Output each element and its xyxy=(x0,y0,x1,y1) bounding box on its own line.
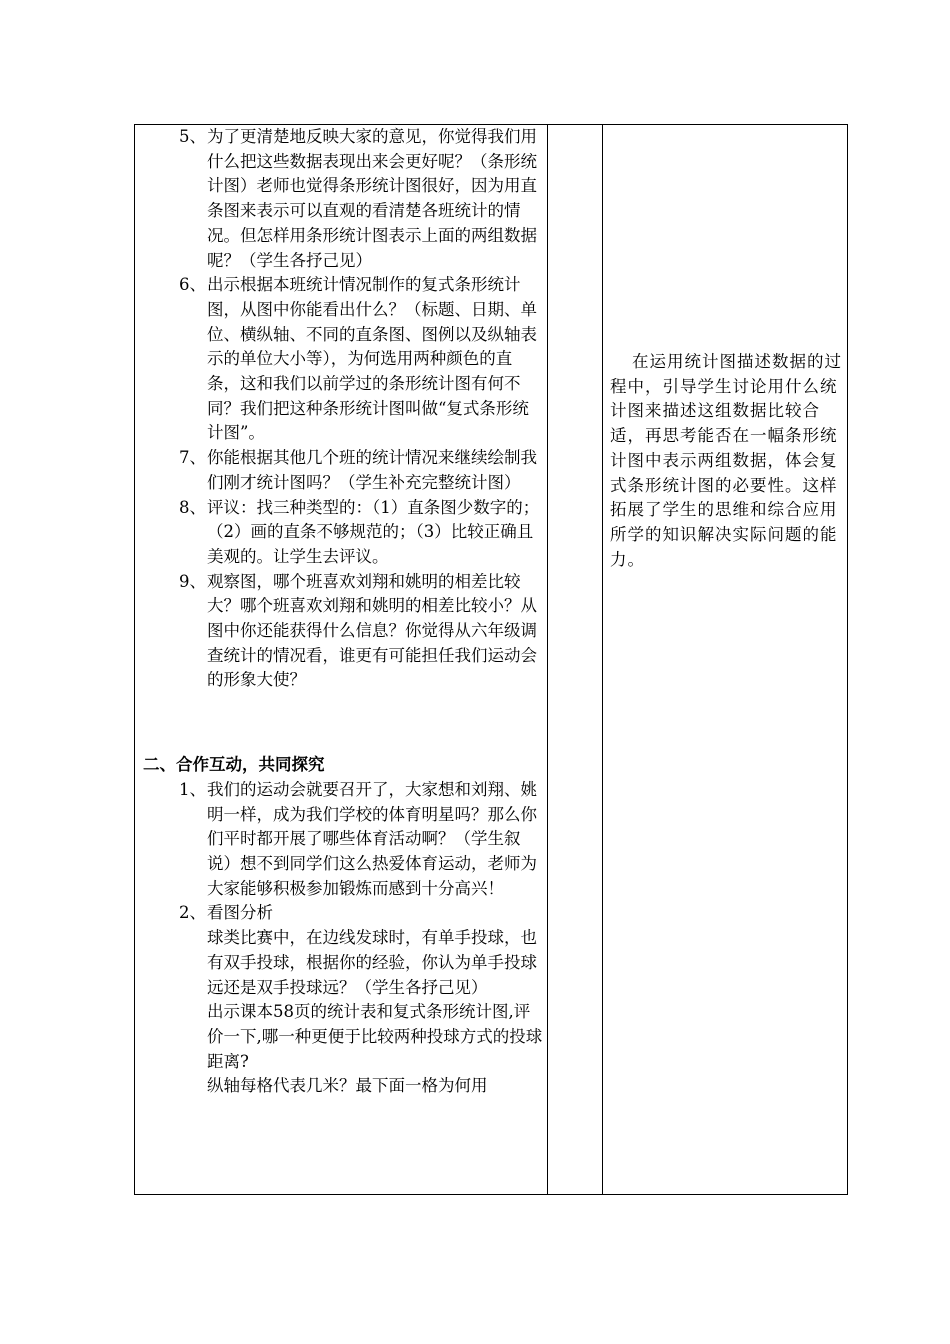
lesson-table xyxy=(134,124,848,1195)
main-column xyxy=(143,125,543,1099)
paragraph: 出示课本58页的统计表和复式条形统计图,评价一下,哪一种更便于比较两种投球方式的投球距离? xyxy=(207,1002,543,1071)
section-heading: 二、合作互动，共同探究 xyxy=(143,755,325,775)
list-item xyxy=(143,273,543,446)
note-text: 在运用统计图描述数据的过程中，引导学生讨论用什么统计图来描述这组数据比较合适，再思考能否在一幅条形统计图中表示两组数据，体会复式条形统计图的必要性。这样拓展了学生的思维和综合应用所学的知识解决实际问题的能力。 xyxy=(610,352,842,569)
paragraph: 球类比赛中，在边线发球时，有单手投球，也有双手投球，根据你的经验，你认为单手投球远还是双手投球远？（学生各抒己见） xyxy=(207,928,537,997)
item-number: 2、 xyxy=(179,903,206,923)
list-item xyxy=(143,570,543,694)
item-number: 5、 xyxy=(179,127,206,146)
list-item xyxy=(143,901,543,926)
item-number: 7、 xyxy=(179,448,206,468)
item-text: 观察图，哪个班喜欢刘翔和姚明的相差比较大？哪个班喜欢刘翔和姚明的相差比较小？从图中你还能获得什么信息？你觉得从六年级调查统计的情况看，谁更有可能担任我们运动会的形象大使？ xyxy=(207,571,537,690)
item-text: 出示根据本班统计情况制作的复式条形统计图，从图中你能看出什么？（标题、日期、单位、横纵轴、不同的直条图、图例以及纵轴表示的单位大小等），为何选用两种颜色的直条，这和我们以前学过的条形统计图有何不同？我们把这种条形统计图叫做“复式条形统计图”。 xyxy=(207,275,537,443)
list-item xyxy=(143,446,543,495)
design-note xyxy=(610,350,842,572)
column-divider xyxy=(602,125,603,1194)
item-number: 9、 xyxy=(179,571,206,591)
item-text: 你能根据其他几个班的统计情况来继续绘制我们刚才统计图吗？（学生补充完整统计图） xyxy=(207,448,537,492)
item-text: 我们的运动会就要召开了，大家想和刘翔、姚明一样，成为我们学校的体育明星吗？那么你们平时都开展了哪些体育活动啊？（学生叙说）想不到同学们这么热爱体育运动，老师为大家能够积极参加锻炼而感到十分高兴！ xyxy=(207,779,537,898)
paragraph: 纵轴每格代表几米？最下面一格为何用 xyxy=(207,1076,488,1096)
item-text: 评议：找三种类型的：（1）直条图少数字的；（2）画的直条不够规范的；（3）比较正确且美观的。让学生去评议。 xyxy=(207,497,540,566)
item-text: 为了更清楚地反映大家的意见，你觉得我们用什么把这些数据表现出来会更好呢？（条形统计图）老师也觉得条形统计图很好，因为用直条图来表示可以直观的看清楚各班统计的情况。但怎样用条形统计图表示上面的两组数据呢？（学生各抒己见） xyxy=(207,127,537,270)
list-item xyxy=(143,778,543,902)
item-number: 8、 xyxy=(179,497,206,517)
item-text: 看图分析 xyxy=(207,903,273,923)
item-number: 1、 xyxy=(179,779,206,799)
list-item xyxy=(143,496,543,570)
column-divider xyxy=(547,125,548,1194)
list-item xyxy=(143,125,543,273)
item-number: 6、 xyxy=(179,275,206,295)
